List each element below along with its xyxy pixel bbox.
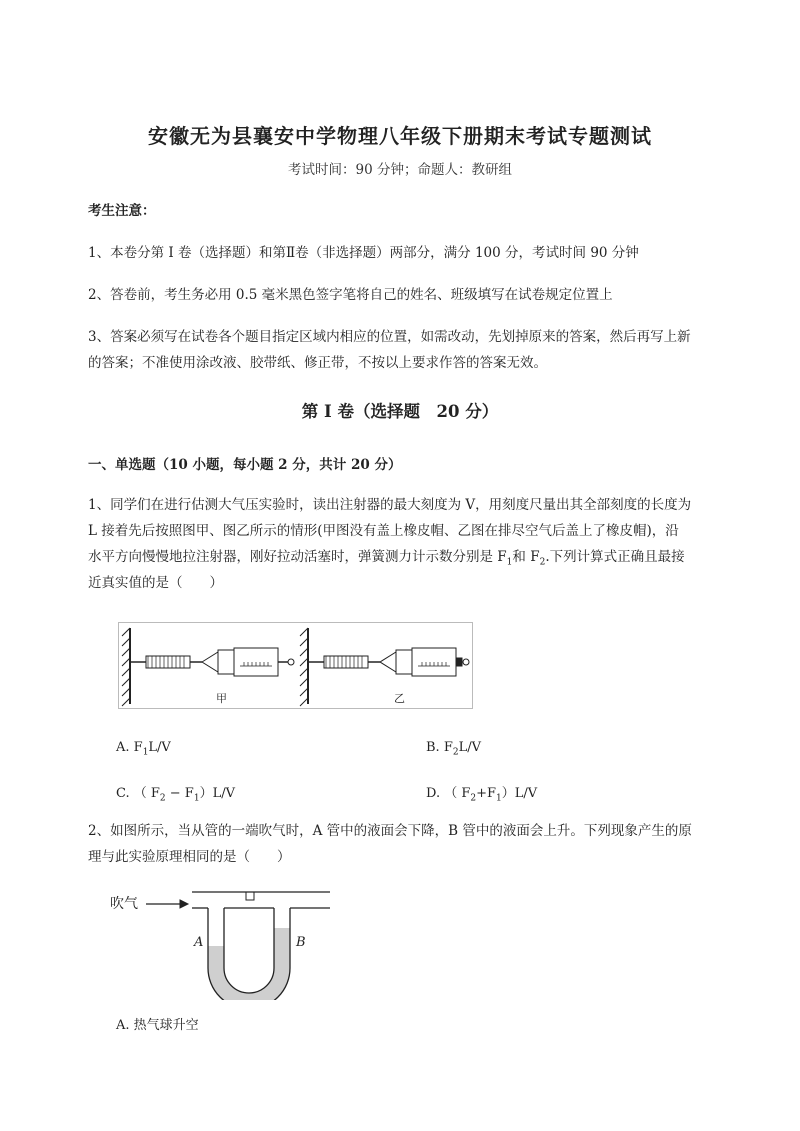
syringe-figure — [118, 618, 474, 710]
q1-option-d-rest: ）L/V — [501, 786, 538, 801]
q1-option-a[interactable] — [116, 740, 171, 758]
q1-option-d-sub2: 1 — [496, 793, 502, 804]
q1-line-1: 1、同学们在进行估测大气压实验时，读出注射器的最大刻度为 V，用刻度尺量出其全部刻度的长度为 — [88, 497, 692, 513]
notice-item-3: 3、答案必须写在试卷各个题目指定区域内相应的位置，如需改动，先划掉原来的答案，然后再写上新 — [88, 329, 691, 345]
liquid — [208, 928, 290, 1000]
part-heading: 一、单选题（10 小题，每小题 2 分，共计 20 分） — [88, 457, 402, 473]
q1-option-c-mid: − F — [165, 786, 194, 801]
q1-option-b-rest: L/V — [458, 740, 481, 755]
horizontal-tube — [192, 892, 330, 908]
tube-b-label: B — [296, 935, 306, 950]
q1-option-c-sub2: 1 — [193, 793, 200, 804]
q1-option-a-sub: 1 — [142, 747, 149, 758]
q1-option-d-sub: 2 — [470, 793, 477, 804]
tube-a-label: A — [194, 935, 204, 950]
q1-option-b-sub: 2 — [452, 747, 459, 758]
q1-option-c-prefix: C. （ F — [116, 786, 160, 801]
q1-line-4: 近真实值的是（ ） — [88, 575, 223, 591]
q1-f1: F — [497, 549, 507, 565]
q1-line-3-text: 水平方向慢慢地拉注射器，刚好拉动活塞时，弹簧测力计示数分别是 — [88, 549, 498, 565]
section-title: 第 I 卷（选择题 20 分） — [301, 402, 499, 421]
q1-option-c[interactable] — [116, 782, 235, 804]
q1-line-2: L 接着先后按照图甲、图乙所示的情形(甲图没有盖上橡皮帽、乙图在排尽空气后盖上了橡皮帽)，沿 — [88, 523, 679, 539]
q1-option-a-rest: L/V — [148, 740, 171, 755]
q1-f2-sub: 2 — [539, 557, 546, 568]
q1-option-c-sub: 2 — [159, 793, 166, 804]
notice-item-1: 1、本卷分第 I 卷（选择题）和第Ⅱ卷（非选择题）两部分，满分 100 分，考试时间 90 分钟 — [88, 245, 639, 261]
notice-item-3-cont: 的答案；不准使用涂改液、胶带纸、修正带，不按以上要求作答的答案无效。 — [88, 355, 547, 371]
q1-option-b-prefix: B. F — [426, 740, 453, 755]
q1-f1-sub: 1 — [506, 557, 513, 568]
q1-rest: .下列计算式正确且最接 — [545, 549, 685, 565]
exam-info: 考试时间：90 分钟；命题人：教研组 — [288, 162, 512, 178]
q1-option-b[interactable] — [426, 740, 481, 758]
q2-option-a[interactable]: A. 热气球升空 — [116, 1018, 199, 1033]
notice-heading: 考生注意： — [88, 203, 156, 219]
fig-label-yi: 乙 — [394, 692, 405, 705]
u-tube-figure — [108, 884, 358, 1000]
blow-label: 吹气 — [110, 896, 138, 912]
q1-option-d-prefix: D. （ F — [426, 786, 471, 801]
q1-option-a-prefix: A. F — [116, 740, 143, 755]
page-title: 安徽无为县襄安中学物理八年级下册期末考试专题测试 — [148, 124, 652, 148]
notice-item-2: 2、答卷前，考生务必用 0.5 毫米黑色签字笔将自己的姓名、班级填写在试卷规定位置上 — [88, 287, 613, 303]
q2-line-2: 理与此实验原理相同的是（ ） — [88, 849, 291, 865]
fig-label-jia: 甲 — [216, 692, 227, 705]
q1-and: 和 F — [512, 549, 540, 565]
q1-option-c-rest: ）L/V — [199, 786, 235, 801]
q2-line-1: 2、如图所示，当从管的一端吹气时，A 管中的液面会下降，B 管中的液面会上升。下列现象产生的原 — [88, 823, 692, 839]
q1-option-d[interactable] — [426, 782, 537, 804]
arrow-icon — [146, 900, 188, 908]
q1-option-d-mid: +F — [476, 786, 497, 801]
